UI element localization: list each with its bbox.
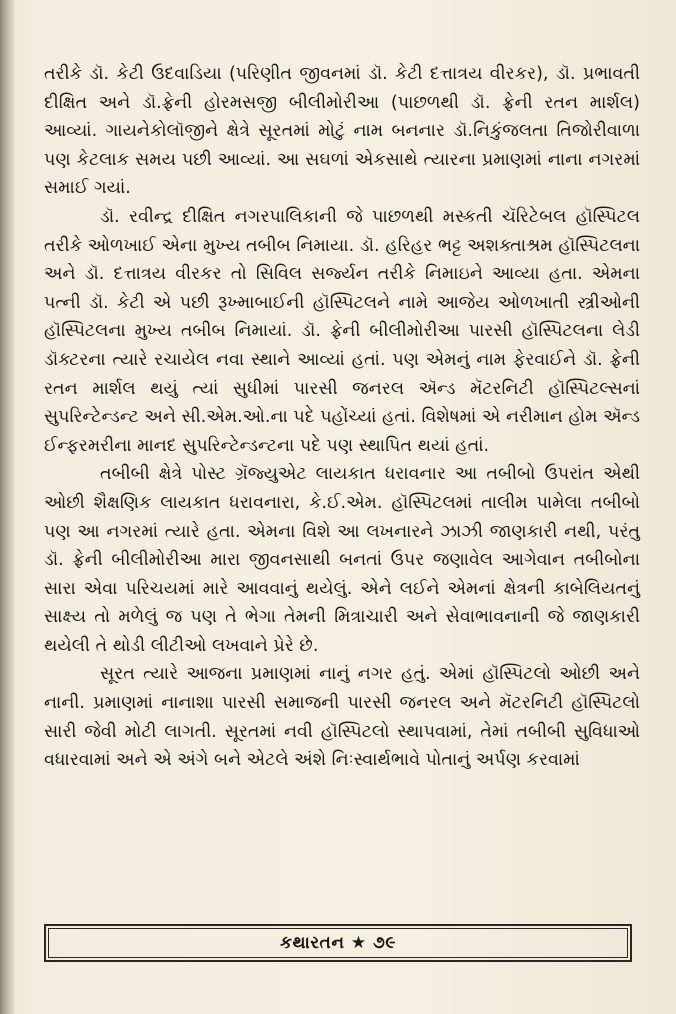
body-text xyxy=(44,60,640,775)
footer-title-page-number: કથારતન ★ ૭૯ xyxy=(280,933,396,953)
page-gutter-shadow xyxy=(0,0,14,1014)
paragraph-3: તબીબી ક્ષેત્રે પોસ્ટ ગ્રૅજ્યુએટ લાયકાત ધરાવનાર આ તબીબો ઉપરાંત એથી ઓછી શૈક્ષણિક લાયકાત ધરાવનારા, કે.ઈ.એમ. હૉસ્પિટલમાં તાલીમ પામેલા તબીબો પણ આ નગરમાં ત્યારે હતા. એમના વિશે આ લખનારને ઝાઝી જાણકારી નથી, પરંતુ ડૉ. ફ્રેની બીલીમોરીઆ મારા જીવનસાથી બનતાં ઉપર જણાવેલ આગેવાન તબીબોના સારા એવા પરિચયમાં મારે આવવાનું થયેલું. એને લઈને એમનાં ક્ષેત્રની કાબેલિયતનું સાક્ષ્ય તો મળેલું જ પણ તે ભેગા તેમની મિત્રાચારી અને સેવાભાવનાની જે જાણકારી થયેલી તે થોડી લીટીઓ લખવાને પ્રેરે છે. xyxy=(44,464,640,656)
page-footer xyxy=(44,924,632,962)
paragraph-4: સૂરત ત્યારે આજના પ્રમાણમાં નાનું નગર હતું. એમાં હૉસ્પિટલો ઓછી અને નાની. પ્રમાણમાં નાનાશા પારસી સમાજની પારસી જનરલ અને મૅટરનિટી હૉસ્પિટલો સારી જેવી મોટી લાગતી. સૂરતમાં નવી હૉસ્પિટલો સ્થાપવામાં, તેમાં તબીબી સુવિધાઓ વધારવામાં અને એ અંગે બને એટલે અંશે નિઃસ્વાર્થભાવે પોતાનું અર્પણ કરવામાં xyxy=(44,664,640,771)
paragraph-2: ડૉ. રવીન્દ્ર દીક્ષિત નગરપાલિકાની જે પાછળથી મસ્કતી ચૅરિટેબલ હૉસ્પિટલ તરીકે ઓળખાઈ એના મુખ્ય તબીબ નિમાયા. ડૉ. હરિહર ભટ્ટ અશક્તાશ્રમ હૉસ્પિટલના અને ડૉ. દત્તાત્રય વીરકર તો સિવિલ સર્જ્યન તરીકે નિમાઇને આવ્યા હતા. એમના પત્ની ડૉ. કેટી એ પછી રૂખ્માબાઈની હૉસ્પિટલને નામે આજેય ઓળખાતી સ્ત્રીઓની હૉસ્પિટલના મુખ્ય તબીબ નિમાયાં. ડૉ. ફ્રેની બીલીમોરીઆ પારસી હૉસ્પિટલના લેડી ડૉક્ટરના ત્યારે રચાયેલ નવા સ્થાને આવ્યાં હતાં. પણ એમનું નામ ફેરવાઈને ડૉ. ફ્રેની રતન માર્શલ થયું ત્યાં સુધીમાં પારસી જનરલ ઍન્ડ મૅટરનિટી હૉસ્પિટલ્સનાં સુપરિન્ટેન્ડન્ટ અને સી.એમ.ઓ.ના પદે પહોંચ્યાં હતાં. વિશેષમાં એ નરીમાન હોમ ઍન્ડ ઈન્ફરમરીના માનદ સુપરિન્ટેન્ડન્ટના પદે પણ સ્થાપિત થયાં હતાં. xyxy=(44,206,640,456)
paragraph-1: તરીકે ડૉ. કેટી ઉદવાડિયા (પરિણીત જીવનમાં ડૉ. કેટી દત્તાત્રય વીરકર), ડૉ. પ્રભાવતી દીક્ષિત અને ડૉ.ફ્રેની હોરમસજી બીલીમોરીઆ (પાછળથી ડૉ. ફ્રેની રતન માર્શલ) આવ્યાં. ગાયનેકોલૉજીને ક્ષેત્રે સૂરતમાં મોટું નામ બનનાર ડૉ.નિકુંજલતા તિજોરીવાળા પણ કેટલાક સમય પછી આવ્યાં. આ સઘળાં એકસાથે ત્યારના પ્રમાણમાં નાના નગરમાં સમાઈ ગયાં. xyxy=(44,64,640,199)
